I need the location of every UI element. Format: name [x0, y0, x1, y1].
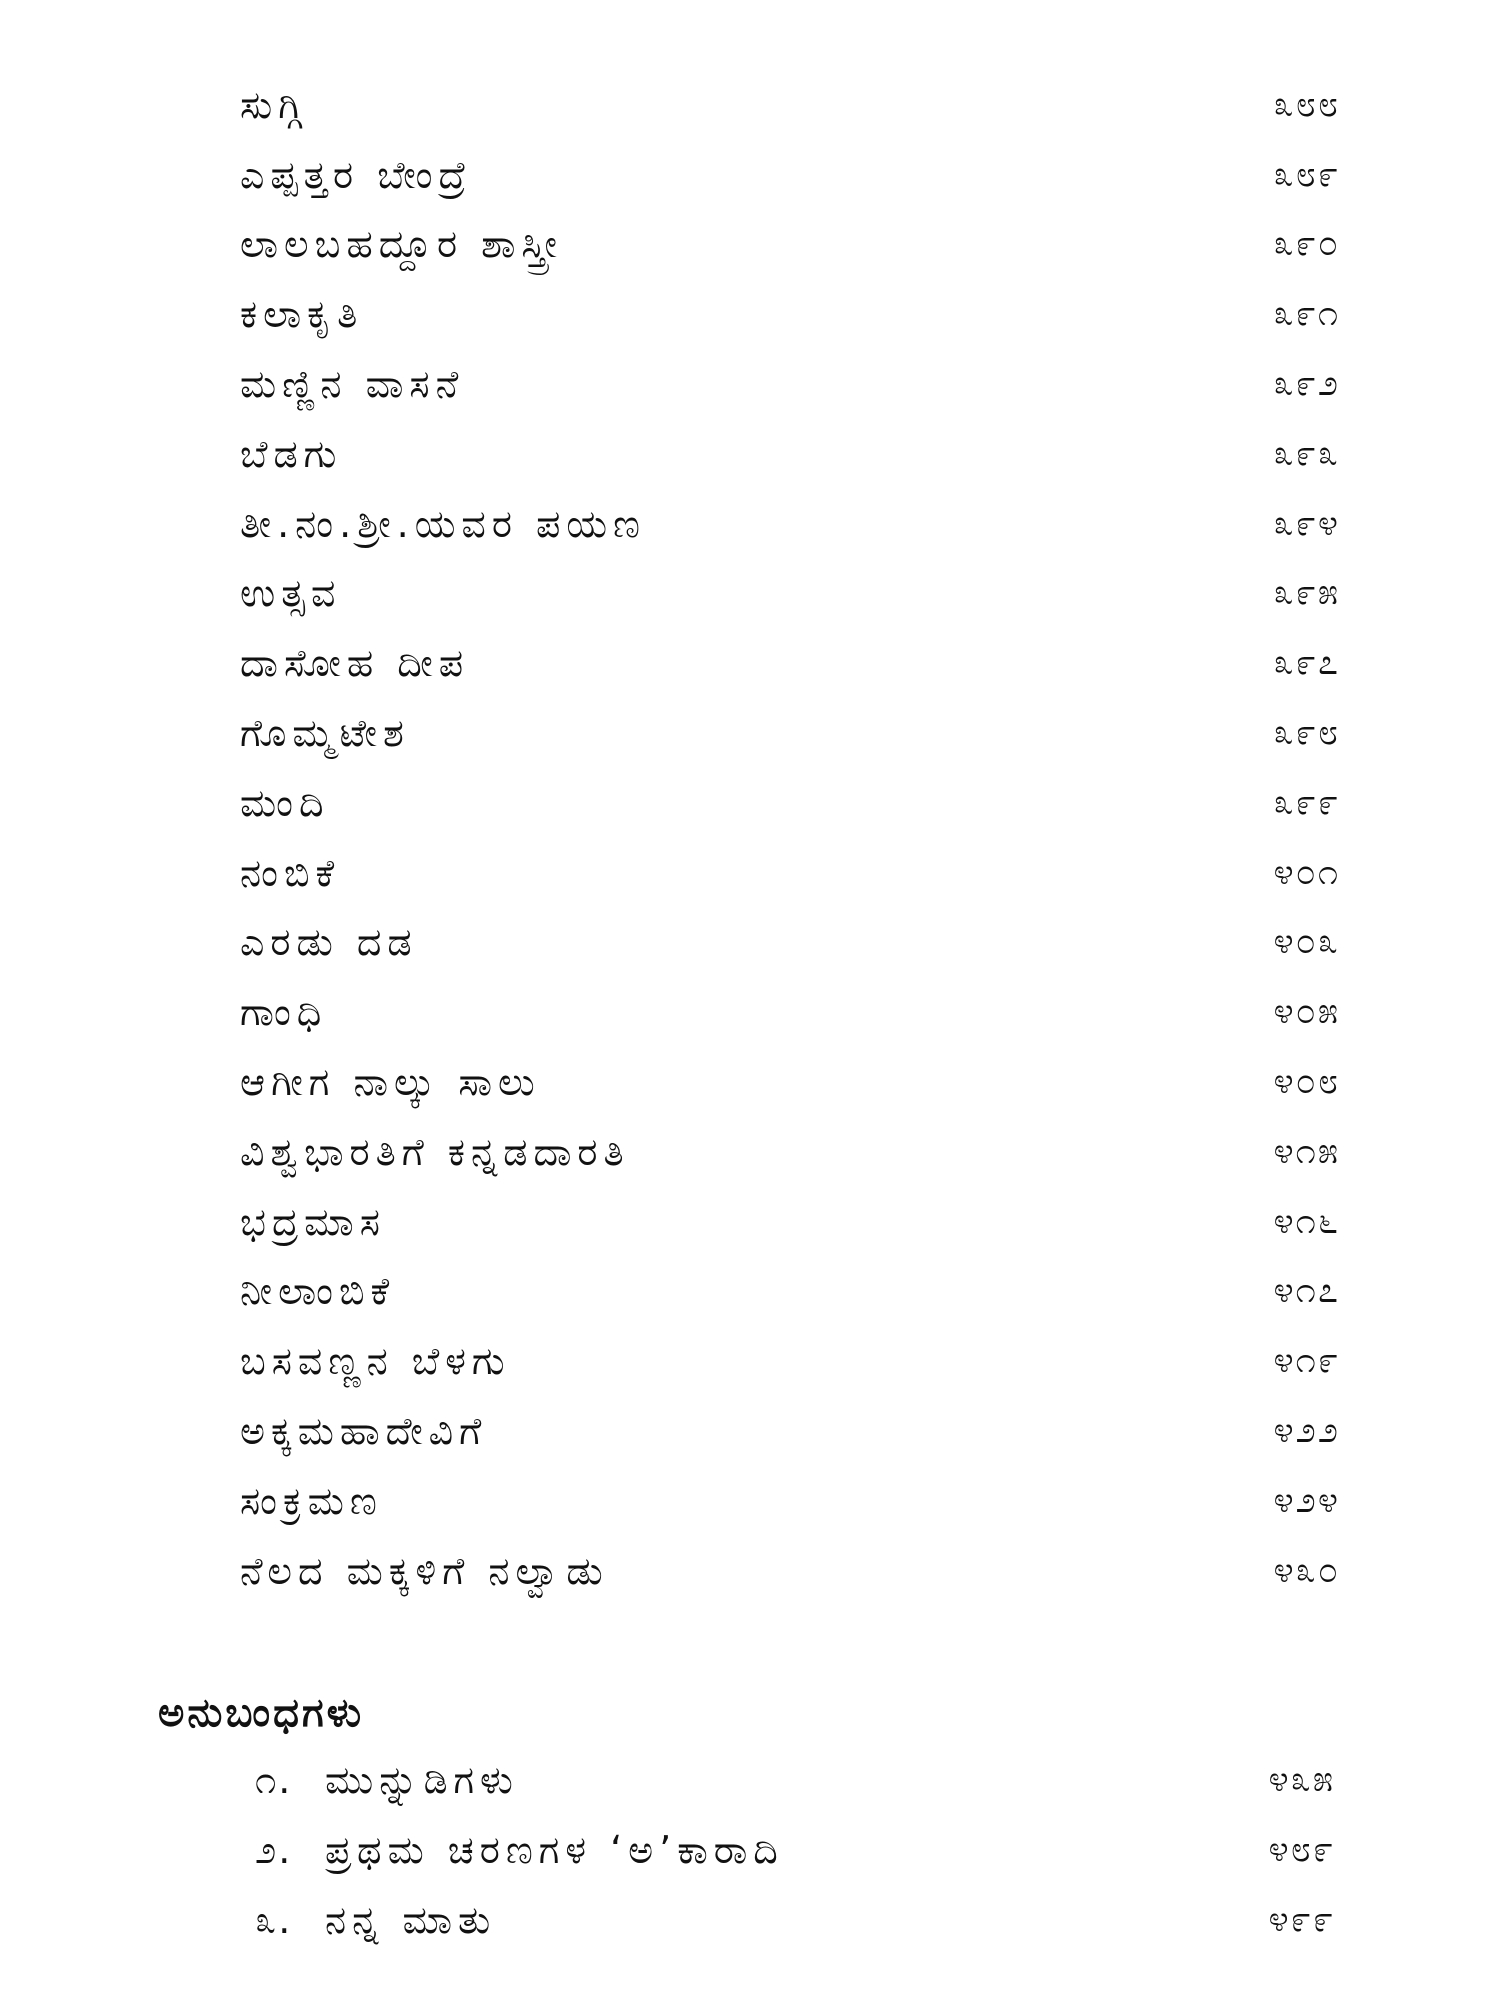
appendix-entry [255, 1745, 1335, 1815]
toc-entry-title: ಆಗೀಗ ನಾಲ್ಕು ಸಾಲು [240, 1060, 541, 1105]
toc-entry [240, 1396, 1340, 1466]
toc-entry-page: ೩೯೮ [1273, 712, 1340, 754]
toc-entry-title: ಬಸವಣ್ಣನ ಬೆಳಗು [240, 1339, 511, 1384]
toc-entry-page: ೪೦೮ [1273, 1061, 1340, 1103]
toc-entry-page: ೩೯೨ [1273, 363, 1340, 405]
toc-entry [240, 1257, 1340, 1327]
toc-entry-title: ಭದ್ರಮಾಸ [240, 1199, 386, 1244]
toc-entry-title: ಅಕ್ಕಮಹಾದೇವಿಗೆ [240, 1409, 488, 1454]
toc-entry [240, 1326, 1340, 1396]
toc-entry-title: ಕಲಾಕೃತಿ [240, 292, 364, 337]
toc-entry [240, 1536, 1340, 1606]
toc-entry [240, 1117, 1340, 1187]
toc-entry [240, 698, 1340, 768]
toc-entry-title: ಎರಡು ದಡ [240, 920, 418, 965]
toc-entry-title: ನೀಲಾಂಬಿಕೆ [240, 1269, 396, 1314]
toc-entry-page: ೪೧೯ [1273, 1340, 1340, 1382]
toc-entry-title: ಎಪ್ಪತ್ತರ ಬೇಂದ್ರೆ [240, 152, 473, 197]
appendix-list [255, 1745, 1335, 1955]
appendix-entry-number: ೧. [255, 1757, 293, 1802]
toc-entry [240, 838, 1340, 908]
toc-entry-title: ಮಂದಿ [240, 780, 330, 825]
appendix-entry-title: ಪ್ರಥಮ ಚರಣಗಳ ‘ಅ’ಕಾರಾದಿ [325, 1828, 784, 1872]
toc-entry [240, 210, 1340, 280]
toc-entry-page: ೩೯೭ [1273, 642, 1340, 684]
toc-entry-title: ಸುಗ್ಗಿ [240, 82, 308, 127]
toc-entry-title: ತೀ.ನಂ.ಶ್ರೀ.ಯವರ ಪಯಣ [240, 501, 646, 546]
toc-entry-title: ಸಂಕ್ರಮಣ [240, 1478, 383, 1523]
toc-entry-title: ಗಾಂಧಿ [240, 990, 328, 1035]
appendix-entry-number: ೨. [255, 1827, 293, 1872]
appendix-entry-page: ೪೩೫ [1268, 1759, 1335, 1800]
toc-entry-title: ಗೊಮ್ಮಟೇಶ [240, 711, 410, 756]
toc-entry [240, 70, 1340, 140]
toc-entry [240, 977, 1340, 1047]
appendix-entry [255, 1885, 1335, 1955]
toc-entry-page: ೩೯೧ [1273, 293, 1340, 335]
toc-entry-page: ೪೧೭ [1273, 1270, 1340, 1312]
toc-entry-title: ಉತ್ಸವ [240, 571, 342, 616]
toc-entry-title: ಲಾಲಬಹದ್ದೂರ ಶಾಸ್ತ್ರೀ [240, 222, 563, 267]
appendix-entry [255, 1815, 1335, 1885]
toc-entry-page: ೩೮೯ [1273, 153, 1340, 195]
toc-entry-page: ೩೯೪ [1273, 502, 1340, 544]
toc-entry [240, 279, 1340, 349]
appendix-entry-page: ೪೯೯ [1268, 1899, 1335, 1940]
toc-entry-page: ೪೨೪ [1273, 1479, 1340, 1521]
toc-entry [240, 140, 1340, 210]
appendix-entry-title: ಮುನ್ನುಡಿಗಳು [325, 1758, 519, 1802]
toc-entry-title: ನೆಲದ ಮಕ್ಕಳಿಗೆ ನಲ್ವಾಡು [240, 1548, 609, 1593]
toc-entry-page: ೩೯೯ [1273, 781, 1340, 823]
toc-entry-page: ೪೩೦ [1273, 1549, 1340, 1591]
toc-entry [240, 1187, 1340, 1257]
toc-entry-page: ೪೦೧ [1273, 851, 1340, 893]
toc-entry-title: ಬೆಡಗು [240, 431, 343, 476]
toc-entry [240, 349, 1340, 419]
toc-entry-page: ೪೧೫ [1273, 1130, 1340, 1172]
toc-entry [240, 768, 1340, 838]
toc-entry [240, 559, 1340, 629]
toc-entry-title: ವಿಶ್ವಭಾರತಿಗೆ ಕನ್ನಡದಾರತಿ [240, 1129, 630, 1174]
toc-entry-page: ೪೧೬ [1273, 1200, 1340, 1242]
toc-entry-page: ೪೨೨ [1273, 1410, 1340, 1452]
toc-entry [240, 1466, 1340, 1536]
toc-entry-page: ೪೦೫ [1273, 991, 1340, 1033]
appendix-entry-title: ನನ್ನ ಮಾತು [325, 1898, 497, 1942]
toc-entry [240, 908, 1340, 978]
toc-entry-page: ೩೮೮ [1273, 83, 1340, 125]
toc-entry [240, 489, 1340, 559]
toc-entry [240, 628, 1340, 698]
toc-entry-title: ದಾಸೋಹ ದೀಪ [240, 641, 470, 686]
toc-entry-page: ೩೯೫ [1273, 572, 1340, 614]
appendix-heading: ಅನುಬಂಧಗಳು [158, 1690, 365, 1736]
toc-list [240, 70, 1340, 1606]
toc-entry-page: ೪೦೩ [1273, 921, 1340, 963]
toc-entry [240, 1047, 1340, 1117]
toc-entry-page: ೩೯೩ [1273, 432, 1340, 474]
toc-entry [240, 419, 1340, 489]
appendix-entry-page: ೪೮೯ [1268, 1829, 1335, 1870]
toc-entry-page: ೩೯೦ [1273, 223, 1340, 265]
appendix-entry-number: ೩. [255, 1897, 293, 1942]
toc-entry-title: ನಂಬಿಕೆ [240, 850, 341, 895]
toc-entry-title: ಮಣ್ಣಿನ ವಾಸನೆ [240, 362, 465, 407]
